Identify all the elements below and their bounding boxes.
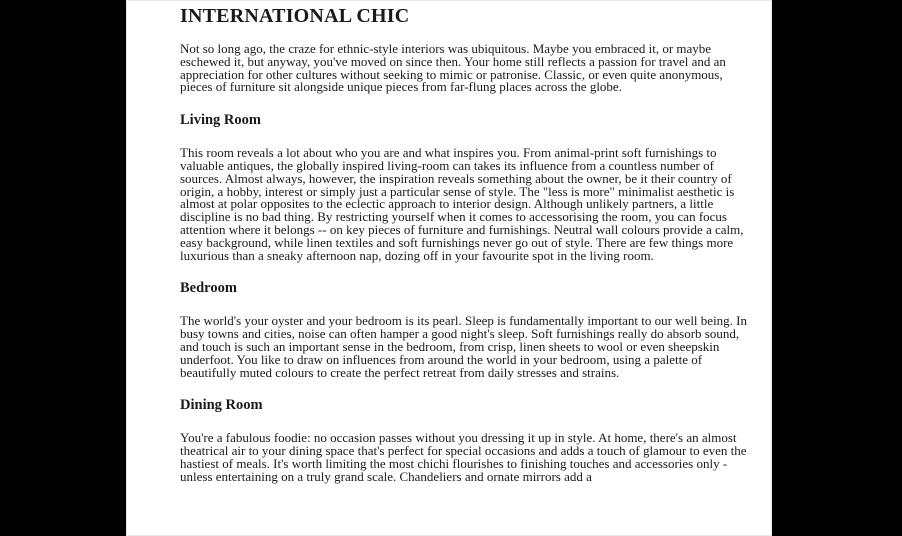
section-heading-living-room: Living Room [180, 112, 261, 129]
document-title: INTERNATIONAL CHIC [180, 5, 410, 27]
section-heading-dining-room: Dining Room [180, 397, 263, 414]
section-body-living-room: This room reveals a lot about who you are and what inspires you. From animal-print soft furnishings to valuable antiques, the globally inspired living-room can takes its influence from a countless number of sources. Almost always, however, the inspiration reveals something about the owner, be it their country of origin, a hobby, interest or simply just a particular sense of style. The "less is more" minimalist aesthetic is almost at polar opposites to the eclectic approach to interior design. Although unlikely partners, a little discipline is no bad thing. By restricting yourself when it comes to accessorising the room, you can focus attention where it belongs -- on key pieces of furniture and furnishings. Neutral wall colours provide a calm, easy background, while linen textiles and soft furnishings never go out of style. There are few things more luxurious than a sneaky afternoon nap, dozing off in your favourite spot in the living room. [180, 145, 744, 263]
section-body-dining-room: You're a fabulous foodie: no occasion passes without you dressing it up in style. At home, there's an almost theatrical air to your dining space that's perfect for special occasions and adds a touch of glamour to even the hastiest of meals. It's worth limiting the most chichi flourishes to finishing touches and accessories only - unless entertaining on a truly grand scale. Chandeliers and ornate mirrors add a [180, 430, 747, 484]
section-heading-bedroom: Bedroom [180, 280, 237, 297]
section-body-bedroom: The world's your oyster and your bedroom is its pearl. Sleep is fundamentally important to our well being. In busy towns and cities, noise can often hamper a good night's sleep. Soft furnishings really do absorb sound, and touch is such an important sense in the bedroom, from crisp, linen sheets to wool or even sheepskin underfoot. You like to draw on influences from around the world in your bedroom, using a palette of beautifully muted colours to create the perfect retreat from daily stresses and strains. [180, 313, 748, 380]
document-content [180, 4, 752, 484]
intro-paragraph: Not so long ago, the craze for ethnic-style interiors was ubiquitous. Maybe you embraced it, or maybe eschewed it, but anyway, you've moved on since then. Your home still reflects a passion for travel and an appreciation for other cultures without seeking to mimic or patronise. Classic, or even quite anonymous, pieces of furniture sit alongside unique pieces from far-flung places across the globe. [180, 41, 726, 95]
document-page [126, 0, 772, 536]
